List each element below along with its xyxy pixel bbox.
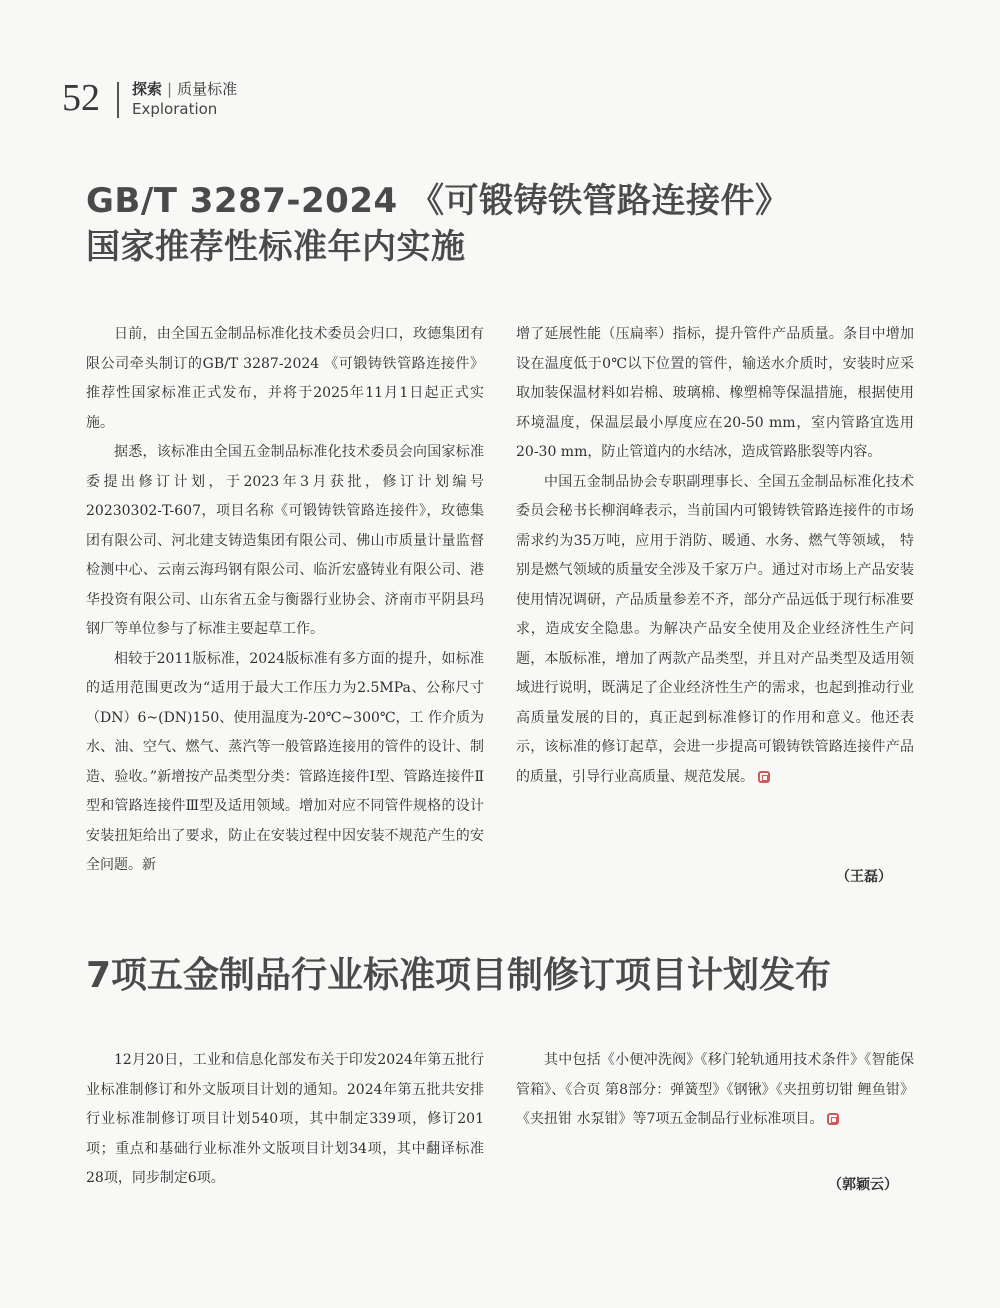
article1-paragraph: 据悉，该标准由全国五金制品标准化技术委员会向国家标准委提出修订计划，于2023年3月获批，修订计划编号20230302-T-607，项目名称《可锻铸铁管路连接件》，玫德集团有限公司、河北建支铸造集团有限公司、佛山市质量计量监督检测中心、云南云海玛钢有限公司、临沂宏盛铸业有限公司、港华投资有限公司、山东省五金与衡器行业协会、济南市平阴县玛钢厂等单位参与了标准主要起草工作。 xyxy=(86,444,484,637)
section-name: 探索 xyxy=(132,80,163,98)
article2-left-column xyxy=(86,1046,484,1194)
section-english: Exploration xyxy=(132,100,218,118)
article1-paragraph: 相较于2011版标准，2024版标准有多方面的提升，如标准的适用范围更改为“适用于最大工作压力为2.5MPa、公称尺寸（DN）6~(DN)150、使用温度为-20℃~300℃，工 作介质为水、油、空气、燃气、蒸汽等一般管路连接用的管件的设计、制造、验收。”新增按产品类型分类：管路连接件Ⅰ型、管路连接件Ⅱ型和管路连接件Ⅲ型及适用领域。增加对应不同管件规格的设计安装扭矩给出了要求，防止在安装过程中因安装不规范产生的安全问题。新 xyxy=(86,650,485,873)
end-mark-icon xyxy=(758,771,770,783)
article2-author: （郭颖云） xyxy=(828,1177,898,1193)
article2-right-column xyxy=(516,1046,914,1135)
article2-paragraph: 12月20日，工业和信息化部发布关于印发2024年第五批行业标准制修订和外文版项目计划的通知。2024年第五批共安排行业标准制修订项目计划540项，其中制定339项，修订201项；重点和基础行业标准外文版项目计划34项，其中翻译标准28项，同步制定6项。 xyxy=(86,1052,484,1186)
page-number: 52 xyxy=(62,77,100,119)
article1-paragraph: 日前，由全国五金制品标准化技术委员会归口，玫德集团有限公司牵头制订的GB/T 3287-2024 《可锻铸铁管路连接件》推荐性国家标准正式发布，并将于2025年11月1日起正式实施。 xyxy=(86,326,484,431)
article1-closing-text: 中国五金制品协会专职副理事长、全国五金制品标准化技术委员会秘书长柳润峰表示，当前国内可锻铸铁管路连接件的市场需求约为35万吨，应用于消防、暖通、水务、燃气等领域， 特别是燃气领域的质量安全涉及千家万户。通过对市场上产品安装使用情况调研，产品质量参差不齐，部分产品远低于现行标准要求，造成安全隐患。为解决产品安全使用及企业经济性生产问题，本版标准，增加了两款产品类型，并且对产品类型及适用领域进行说明，既满足了企业经济性生产的需求，也起到推动行业高质量发展的目的，真正起到标准修订的作用和意义。他还表示，该标准的修订起草，会进一步提高可锻铸铁管路连接件产品的质量，引导行业高质量、规范发展。 xyxy=(516,473,914,785)
article2-title: 7项五金制品行业标准项目制修订项目计划发布 xyxy=(86,955,832,996)
section-label xyxy=(132,78,237,99)
article1-right-column xyxy=(516,320,914,792)
article1-paragraph xyxy=(516,468,914,793)
article1-title xyxy=(86,178,789,270)
article1-author: （王磊） xyxy=(836,869,892,885)
article1-paragraph-continued: 增了延展性能（压扁率）指标，提升管件产品质量。条目中增加设在温度低于0℃以下位置的管件，输送水介质时，安装时应采取加装保温材料如岩棉、玻璃棉、橡塑棉等保温措施，根据使用环境温度，保温层最小厚度应在20-50 mm，室内管路宜选用20-30 mm，防止管道内的水结冰，造成管路胀裂等内容。 xyxy=(516,326,914,460)
article1-left-column xyxy=(86,320,484,881)
article1-title-line1: GB/T 3287-2024 《可锻铸铁管路连接件》 xyxy=(86,181,790,221)
header-divider xyxy=(117,82,119,118)
subsection-name: 质量标准 xyxy=(177,80,238,98)
section-separator: | xyxy=(167,80,173,98)
end-mark-icon xyxy=(827,1113,839,1125)
article2-right-text: 其中包括《小便冲洗阀》《移门轮轨通用技术条件》《智能保管箱》、《合页 第8部分：弹簧型》《钢锹》《夹扭剪切钳 鲤鱼钳》《夹扭钳 水泵钳》等7项五金制品行业标准项目。 xyxy=(516,1052,914,1127)
article2-paragraph xyxy=(516,1046,914,1135)
article1-title-line2: 国家推荐性标准年内实施 xyxy=(86,227,466,267)
